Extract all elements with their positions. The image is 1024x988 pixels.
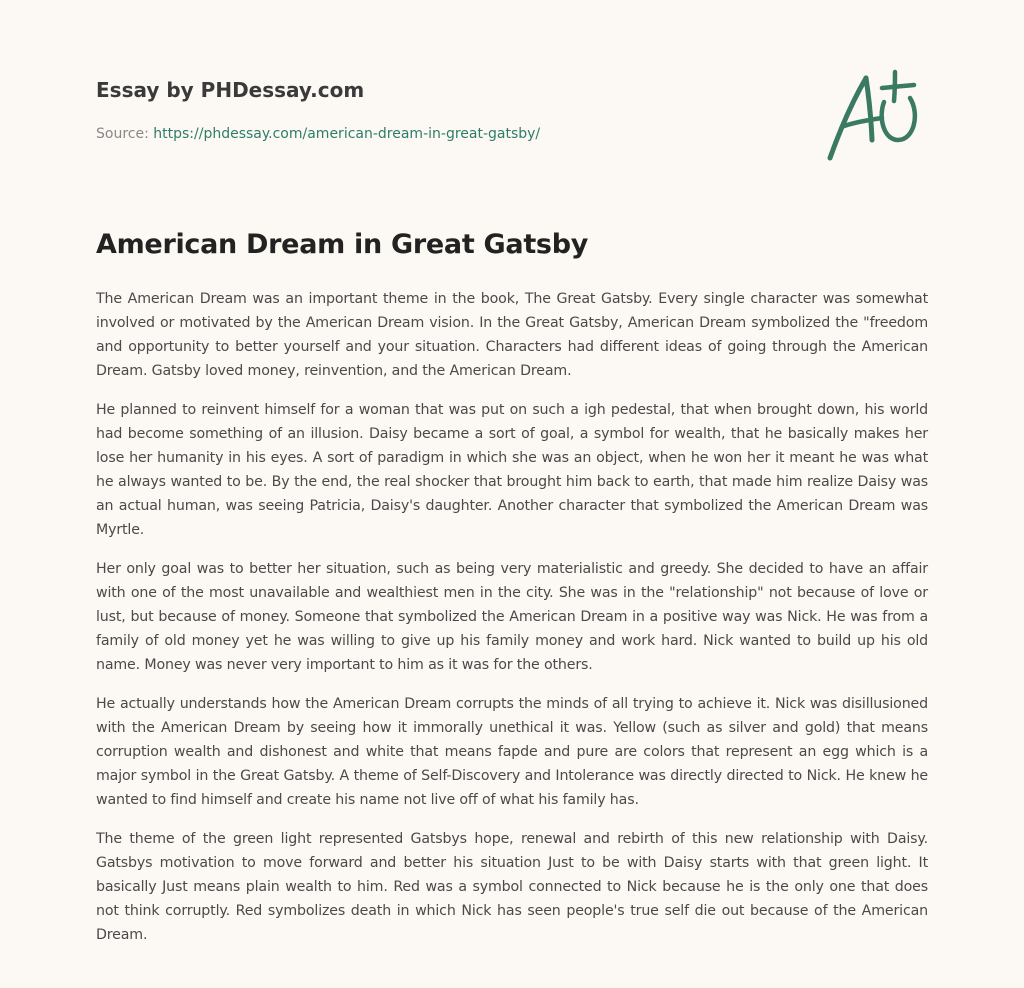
essay-paragraph: He actually understands how the American Dream corrupts the minds of all trying to achieve it. Nick was disillusioned with the American Dream by seeing how it immorally unethical it was. Yellow (such as silver and gold) that means corruption wealth and dishonest and white that means fapde and pure are colors that represent an egg which is a major symbol in the Great Gatsby. A theme of Self-Discovery and Intolerance was directly directed to Nick. He knew he wanted to find himself and create his name not live off of what his family has. bbox=[96, 696, 928, 808]
essay-paragraph: Her only goal was to better her situation, such as being very materialistic and greedy. She decided to have an affair with one of the most unavailable and wealthiest men in the city. She was in the "relationship" not because of love or lust, but because of money. Someone that symbolized the American Dream in a positive way was Nick. He was from a family of old money yet he was willing to give up his family money and work hard. Nick wanted to build up his old name. Money was never very important to him as it was for the others. bbox=[96, 561, 928, 673]
header bbox=[96, 74, 796, 144]
essay-paragraph: He planned to reinvent himself for a woman that was put on such a igh pedestal, that when brought down, his world had become something of an illusion. Daisy became a sort of goal, a symbol for wealth, that he basically makes her lose her humanity in his eyes. A sort of paradigm in which she was an object, when he won her it meant he was what he always wanted to be. By the end, the real shocker that brought him back to earth, that made him realize Daisy was an actual human, was seeing Patricia, Daisy's daughter. Another character that symbolized the American Dream was Myrtle. bbox=[96, 402, 928, 538]
a-plus-grade-icon bbox=[822, 68, 926, 164]
source-link[interactable]: https://phdessay.com/american-dream-in-great-gatsby/ bbox=[153, 126, 541, 142]
source-line bbox=[96, 124, 796, 144]
source-label: Source: bbox=[96, 126, 154, 142]
essay-content bbox=[96, 225, 928, 962]
brand-title: Essay by PHDessay.com bbox=[96, 78, 365, 102]
essay-paragraph: The American Dream was an important theme in the book, The Great Gatsby. Every single character was somewhat involved or motivated by the American Dream vision. In the Great Gatsby, American Dream symbolized the "freedom and opportunity to better yourself and your situation. Characters had different ideas of going through the American Dream. Gatsby loved money, reinvention, and the American Dream. bbox=[96, 291, 928, 379]
essay-paragraph: The theme of the green light represented Gatsbys hope, renewal and rebirth of this new relationship with Daisy. Gatsbys motivation to move forward and better his situation Just to be with Daisy starts with that green light. It basically Just means plain wealth to him. Red was a symbol connected to Nick because he is the only one that does not think corruptly. Red symbolizes death in which Nick has seen people's true self die out because of the American Dream. bbox=[96, 831, 928, 943]
essay-title: American Dream in Great Gatsby bbox=[96, 229, 589, 260]
